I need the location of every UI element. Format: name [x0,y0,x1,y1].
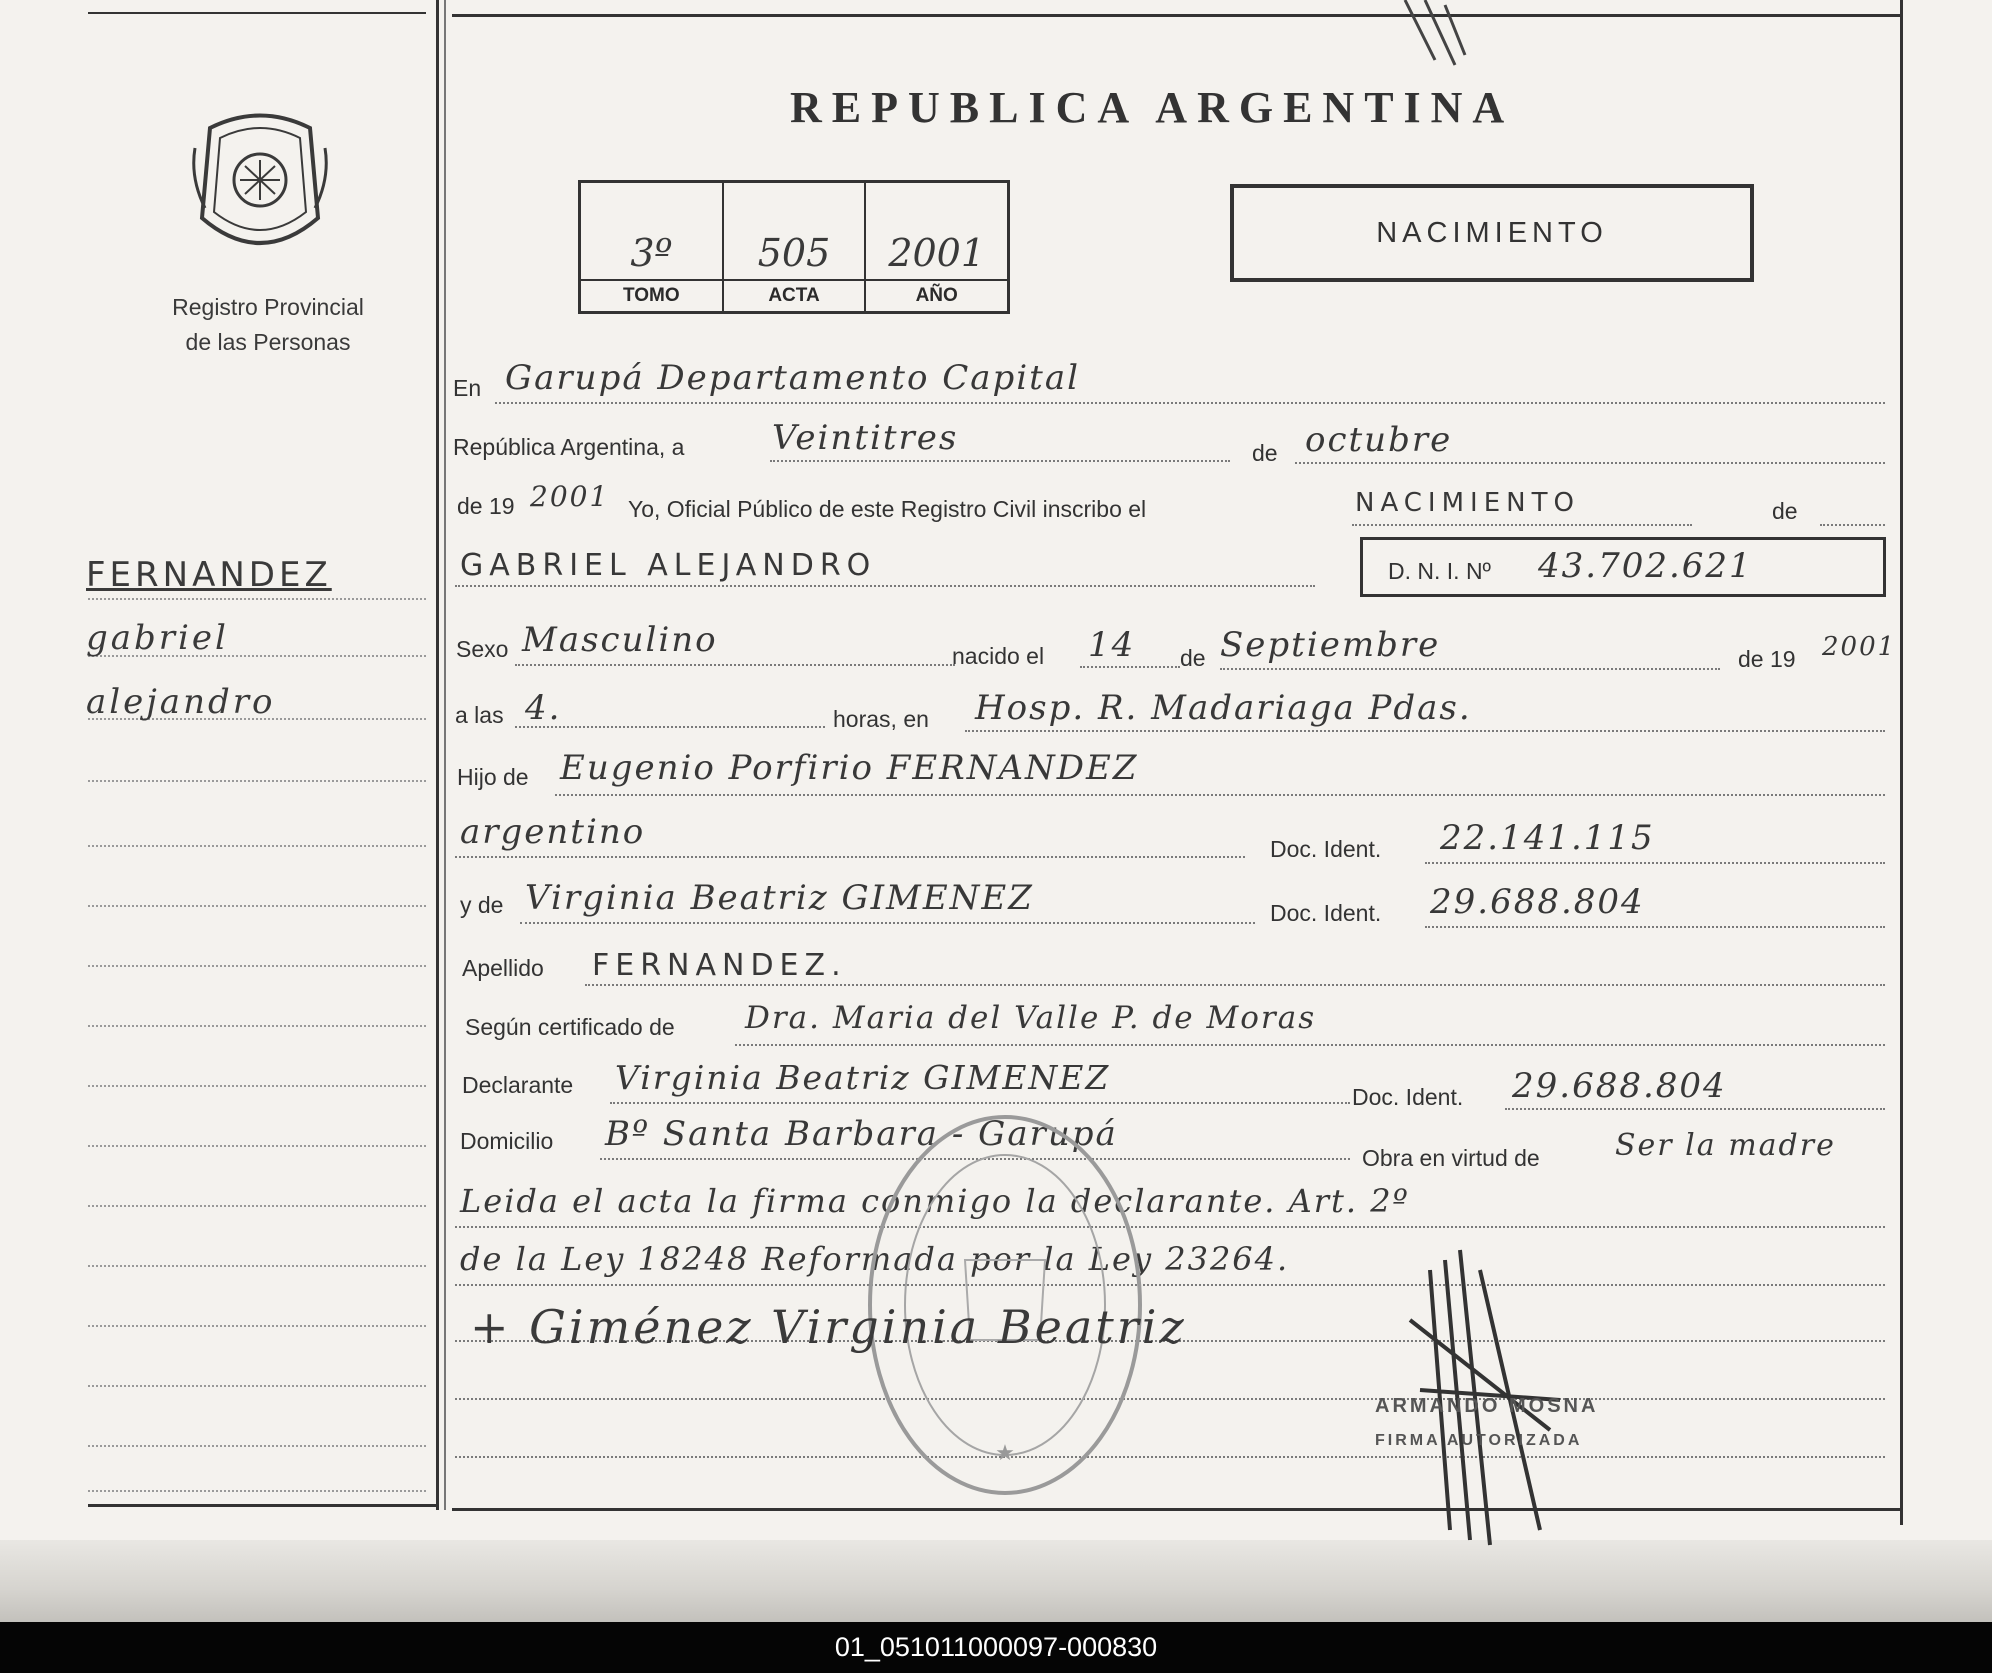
father-name-value: Eugenio Porfirio FERNANDEZ [560,748,1139,788]
mother-name-value: Virginia Beatriz GIMENEZ [525,878,1034,918]
birth-place-value: Hosp. R. Madariaga Pdas. [975,688,1472,728]
dotted-line [1080,666,1180,668]
day-words-value: Veintitres [772,418,959,458]
horas-label: horas, en [833,706,929,732]
record-number-box [578,180,1010,314]
dotted-line [455,585,1315,587]
hijo-label: Hijo de [457,764,529,790]
margin-line [88,1445,426,1447]
birth-year-value: 2001 [1822,632,1897,662]
top-rule-right [452,14,1900,17]
certifier-value: Dra. Maria del Valle P. de Moras [745,1000,1317,1036]
segun-label: Según certificado de [465,1014,675,1040]
margin-line [88,1325,426,1327]
doc-ident-label-2: Doc. Ident. [1270,900,1382,926]
note-line-1: Leida el acta la firma conmigo la declarante. Art. 2º [460,1182,1410,1220]
sexo-label: Sexo [456,636,509,662]
right-border [1900,0,1903,1525]
record-type-box: NACIMIENTO [1230,184,1754,282]
dotted-line [770,460,1230,462]
dotted-line [610,1102,1350,1104]
top-rule-left [88,12,426,14]
apellido-value: FERNANDEZ. [592,948,847,983]
dotted-line [1425,926,1885,928]
dni-label: D. N. I. Nº [1388,558,1491,584]
margin-first-name: gabriel [86,618,229,658]
acta-value: 505 [757,231,831,275]
dotted-line [520,922,1255,924]
declarante-doc-value: 29.688.804 [1512,1066,1727,1106]
top-scribble-mark [1395,0,1505,70]
year-written-value: 2001 [530,480,610,513]
dotted-line [965,730,1885,732]
margin-line [88,1490,426,1492]
dotted-line [555,794,1885,796]
dotted-line [1220,668,1720,670]
dotted-line [585,984,1885,986]
a-las-label: a las [455,702,504,728]
dotted-line [455,856,1245,858]
doc-ident-label: Doc. Ident. [1270,836,1382,862]
full-name-value: GABRIEL ALEJANDRO [460,548,877,583]
de3-label: de [1180,645,1206,671]
birth-day-value: 14 [1088,625,1136,665]
dotted-line [455,1226,1885,1228]
de19-label: de 19 [1738,646,1796,672]
dotted-line [1820,524,1885,526]
margin-surname: FERNANDEZ [86,555,332,595]
svg-text:★: ★ [995,1441,1015,1466]
margin-line [88,845,426,847]
ano-cell [866,183,1007,311]
dotted-line [515,726,825,728]
dotted-line [735,1044,1885,1046]
dotted-line [1505,1108,1885,1110]
dni-value: 43.702.621 [1538,546,1753,586]
margin-line [88,1085,426,1087]
note-line-2: de la Ley 18248 Reformada por la Ley 23264. [460,1240,1290,1278]
de-year-label: de 19 [457,493,515,519]
bottom-rule-right [452,1508,1900,1511]
de2-label: de [1772,498,1798,524]
father-nationality-value: argentino [460,812,646,852]
tomo-label: TOMO [581,279,722,307]
apellido-label: Apellido [462,955,544,981]
domicilio-label: Domicilio [460,1128,554,1154]
column-divider [436,0,439,1510]
margin-second-name: alejandro [86,682,276,722]
nacido-label: nacido el [952,643,1045,669]
inscribe-label: Yo, Oficial Público de este Registro Civil inscribo el [628,496,1147,522]
act-type-value: NACIMIENTO [1355,488,1580,518]
country-title: REPUBLICA ARGENTINA [790,83,1515,132]
column-divider-inner [444,0,446,1510]
margin-line [88,1025,426,1027]
dotted-line [1295,462,1885,464]
en-label: En [453,375,482,401]
margin-line [88,1205,426,1207]
official-stamp-name: ARMANDO MOSNA [1375,1395,1599,1417]
margin-line [88,1145,426,1147]
dotted-line [1352,524,1692,526]
dotted-line [495,402,1885,404]
ano-label: AÑO [866,279,1007,307]
registry-seal-icon [190,108,330,258]
margin-line [88,965,426,967]
obra-value: Ser la madre [1615,1128,1836,1163]
margin-line [88,598,426,600]
doc-ident-label-3: Doc. Ident. [1352,1084,1464,1110]
declarante-label: Declarante [462,1072,574,1098]
obra-label: Obra en virtud de [1362,1145,1540,1171]
tomo-cell [581,183,724,311]
declarant-signature: + Giménez Virginia Beatriz [470,1300,1187,1354]
birth-hour-value: 4. [525,688,562,728]
republica-label: República Argentina, a [453,434,685,460]
month-value: octubre [1305,420,1453,460]
de-label: de [1252,440,1278,466]
margin-line [88,905,426,907]
dotted-line [515,664,955,666]
birth-month-value: Septiembre [1220,625,1441,665]
acta-label: ACTA [724,279,865,307]
margin-line [88,780,426,782]
dotted-line [455,1456,1885,1458]
place-value: Garupá Departamento Capital [505,358,1080,398]
ano-value: 2001 [888,231,986,275]
document-id-bar: 01_051011000097-000830 [0,1622,1992,1673]
domicilio-value: Bº Santa Barbara - Garupá [605,1114,1118,1154]
official-stamp-title: FIRMA AUTORIZADA [1375,1432,1583,1449]
margin-line [88,1265,426,1267]
registry-label: Registro Provincial de las Personas [172,294,364,355]
mother-doc-value: 29.688.804 [1430,882,1645,922]
father-doc-value: 22.141.115 [1440,818,1655,858]
tomo-value: 3º [630,231,673,275]
sexo-value: Masculino [522,620,718,660]
declarante-value: Virginia Beatriz GIMENEZ [615,1058,1111,1097]
dotted-line [1425,862,1885,864]
acta-cell [724,183,867,311]
dotted-line [455,1398,1885,1400]
page-edge [0,1540,1992,1622]
official-signature [1390,1230,1580,1550]
bottom-rule-left [88,1504,436,1507]
dotted-line [455,1284,1885,1286]
y-de-label: y de [460,892,504,918]
margin-line [88,1385,426,1387]
